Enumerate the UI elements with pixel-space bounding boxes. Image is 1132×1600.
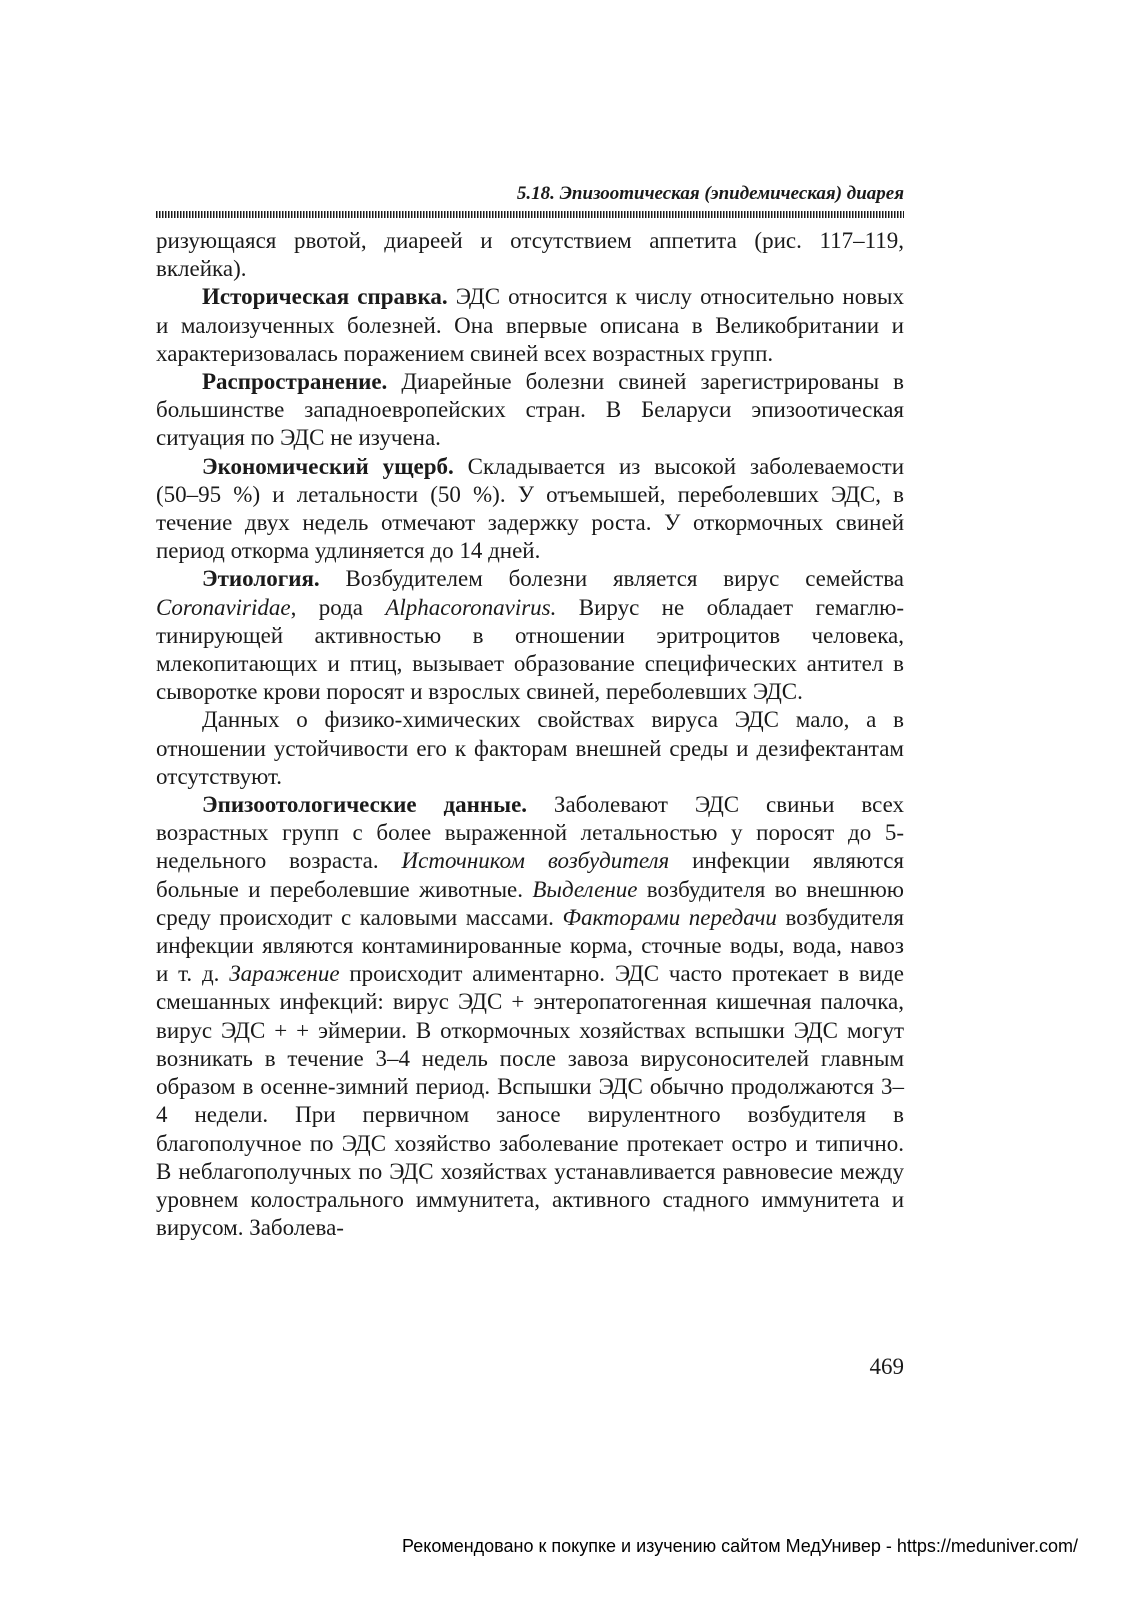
paragraph	[156, 283, 904, 368]
emphasis-text: Alphacoronavirus.	[385, 594, 557, 620]
paragraph	[156, 791, 904, 1242]
paragraph-text: ризующаяся рвотой, диареей и отсутствием аппетита (рис. 117–119, вклейка).	[156, 228, 904, 282]
paragraph-text: инфекции являются больные и переболевшие животные.	[156, 848, 904, 902]
paragraph-text: Вирус не обладает гемаглютинирующей активностью в отношении эритроцитов человека, млекопитающих и птиц, вызывает образование специфических антител в сыворотке крови поросят и взрослых свиней, переболевших ЭДС.	[156, 594, 904, 705]
paragraph-text: возбудителя во внешнюю среду происходит с каловыми массами.	[156, 876, 904, 930]
paragraph	[156, 453, 904, 566]
running-head: 5.18. Эпизоотическая (эпидемическая) диарея	[516, 183, 904, 204]
section-heading: Эпизоотологические данные.	[202, 792, 528, 818]
emphasis-text: Факторами передачи	[562, 904, 777, 930]
paragraph-text: происходит алиментарно. ЭДС часто протекает в виде смешанных инфекций: вирус ЭДС + энтеропатогенная кишечная палочка, вирус ЭДС + + эймерии. В откормочных хозяйствах вспышки ЭДС могут возникать в течение 3–4 недель после завоза вирусоносителей главным образом в осенне-зимний период. Вспышки ЭДС обычно продолжаются 3–4 недели. При первичном заносе вирулентного возбудителя в благополучное по ЭДС хозяйство заболевание протекает остро и типично. В неблагополучных по ЭДС хозяйствах устанавливается равновесие между уровнем колострального иммунитета, активного стадного иммунитета и вирусом. Заболева-	[156, 961, 904, 1241]
header-rule	[156, 211, 904, 218]
paragraph	[156, 565, 904, 706]
paragraph-text: Складывается из высокой заболеваемости (50–95 %) и летальности (50 %). У отъемышей, переболевших ЭДС, в течение двух недель отмечают задержку роста. У откормочных свиней период откорма удлиняется до 14 дней.	[156, 453, 905, 564]
paragraph-text: , рода	[290, 594, 386, 620]
page-number: 469	[869, 1354, 904, 1379]
section-heading: Историческая справка.	[202, 284, 448, 310]
section-heading: Этиология.	[202, 566, 320, 592]
paragraph	[156, 227, 904, 283]
paragraph-text: Данных о физико-химических свойствах вируса ЭДС мало, а в отношении устойчивости его к факторам внешней среды и дезифектантам отсутствуют.	[156, 707, 904, 789]
paragraph-text: Заболевают ЭДС свиньи всех возрастных групп с более выраженной летальностью у поросят до 5-недельного возраста.	[156, 792, 904, 874]
body-text	[156, 227, 904, 1242]
footer-recommendation: Рекомендовано к покупке и изучению сайтом МедУнивер - https://meduniver.com/	[402, 1536, 1078, 1556]
paragraph-text: Диарейные болезни свиней зарегистрированы в большинстве западноевропейских стран. В Беларуси эпизоотическая ситуация по ЭДС не изучена.	[156, 369, 904, 451]
paragraph	[156, 706, 904, 791]
section-heading: Экономический ущерб.	[202, 453, 454, 479]
paragraph-text: Возбудителем болезни является вирус семейства	[319, 566, 904, 592]
emphasis-text: Источником возбудителя	[401, 848, 670, 874]
section-heading: Распространение.	[202, 369, 388, 395]
paragraph-text: ЭДС относится к числу относительно новых и малоизученных болезней. Она впервые описана в Великобритании и характеризовалась поражением свиней всех возрастных групп.	[156, 284, 905, 366]
paragraph	[156, 368, 904, 453]
paragraph-text: возбудителя инфекции являются контаминированные корма, сточные воды, вода, навоз и т. д.	[156, 904, 905, 987]
emphasis-text: Выделение	[532, 876, 638, 902]
emphasis-text: Coronaviridae	[156, 594, 291, 620]
emphasis-text: Заражение	[229, 961, 340, 987]
